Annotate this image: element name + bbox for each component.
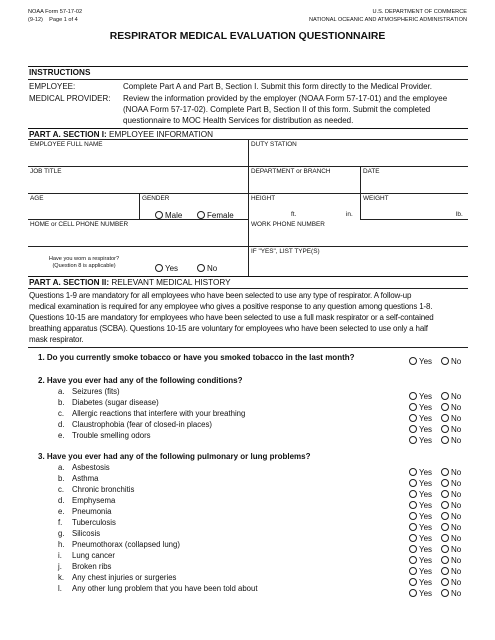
item-text: Chronic bronchitis: [72, 485, 135, 494]
item-letter: d.: [58, 496, 65, 505]
no-label: No: [451, 391, 462, 401]
radio-button[interactable]: [409, 436, 417, 444]
item-letter: d.: [58, 420, 65, 429]
item-text: Allergic reactions that interfere with your breathing: [72, 409, 246, 418]
no-label: No: [451, 555, 462, 565]
work-phone-label: WORK PHONE NUMBER: [251, 221, 325, 228]
intro-line: medical examination is required for any employee who gives a positive response to any question among questions 1-8.: [29, 302, 433, 311]
no-label: No: [451, 402, 462, 412]
item-text: Claustrophobia (fear of closed-in places): [72, 420, 212, 429]
provider-instructions-2: (NOAA Form 57-17-02). Complete Part B, Section II of this form. Submit the completed: [123, 105, 431, 114]
list-item: [0, 583, 495, 598]
item-letter: e.: [58, 507, 65, 516]
item-letter: b.: [58, 474, 65, 483]
list-item: [0, 550, 495, 565]
intro-line: Questions 1-9 are mandatory for all employees who have been selected to use any type of respirator. A follow-up: [29, 291, 412, 300]
item-letter: f.: [58, 518, 63, 527]
item-yes-option[interactable]: [409, 584, 432, 602]
no-label: No: [451, 356, 462, 366]
male-label: Male: [165, 210, 183, 220]
item-text: Seizures (fits): [72, 387, 120, 396]
item-letter: a.: [58, 387, 65, 396]
no-label: No: [451, 533, 462, 543]
no-label: No: [451, 413, 462, 423]
instructions-heading: INSTRUCTIONS: [29, 68, 91, 77]
height-label: HEIGHT: [251, 195, 276, 202]
item-text: Pneumothorax (collapsed lung): [72, 540, 180, 549]
list-item: [0, 397, 495, 412]
yes-label: Yes: [419, 500, 433, 510]
employee-full-name-label: EMPLOYEE FULL NAME: [30, 141, 103, 148]
q1-yes-option[interactable]: [409, 352, 432, 370]
page-number: Page 1 of 4: [49, 17, 78, 23]
agency-name: NATIONAL OCEANIC AND ATMOSPHERIC ADMINISTRATION: [309, 17, 467, 23]
yes-label: Yes: [419, 478, 433, 488]
yes-label: Yes: [419, 566, 433, 576]
yes-label: Yes: [419, 588, 433, 598]
radio-button[interactable]: [441, 436, 449, 444]
item-letter: b.: [58, 398, 65, 407]
list-item: [0, 473, 495, 488]
age-label: AGE: [30, 195, 44, 202]
respirator-type-label: IF "YES", LIST TYPE(S): [251, 248, 320, 255]
section2-heading-rest: RELEVANT MEDICAL HISTORY: [109, 278, 231, 287]
yes-label: Yes: [419, 402, 433, 412]
no-label: No: [451, 588, 462, 598]
q1-no-option[interactable]: [441, 352, 461, 370]
list-item: [0, 517, 495, 532]
section1-heading-rest: EMPLOYEE INFORMATION: [106, 130, 214, 139]
no-label: No: [451, 566, 462, 576]
question-1: 1. Do you currently smoke tobacco or have you smoked tobacco in the last month?: [38, 353, 355, 362]
home-phone-label: HOME or CELL PHONE NUMBER: [30, 221, 129, 228]
radio-button[interactable]: [441, 589, 449, 597]
yes-label: Yes: [419, 555, 433, 565]
section2-heading-bold: PART A. SECTION II:: [29, 278, 110, 287]
yes-label: Yes: [419, 577, 433, 587]
yes-label: Yes: [419, 511, 433, 521]
no-label: No: [451, 522, 462, 532]
item-text: Broken ribs: [72, 562, 112, 571]
item-letter: g.: [58, 529, 65, 538]
list-item: [0, 539, 495, 554]
no-label: No: [451, 577, 462, 587]
item-text: Asbestosis: [72, 463, 110, 472]
radio-button[interactable]: [409, 357, 417, 365]
item-no-option[interactable]: [441, 584, 461, 602]
radio-button[interactable]: [409, 589, 417, 597]
question-3-items: [0, 462, 495, 598]
revision-text: (9-12): [28, 17, 43, 23]
item-letter: k.: [58, 573, 65, 582]
department-label: DEPARTMENT or BRANCH: [251, 168, 331, 175]
item-letter: a.: [58, 463, 65, 472]
provider-instructions-3: questionnaire to MOC Health Services for distribution as needed.: [123, 116, 354, 125]
list-item: [0, 462, 495, 477]
question-2: 2. Have you ever had any of the following conditions?: [38, 376, 243, 385]
height-ft-unit: ft.: [291, 211, 297, 218]
date-label: DATE: [363, 168, 380, 175]
worn-respirator-line2: (Question 8 is applicable): [52, 263, 116, 269]
question-3: 3. Have you ever had any of the following pulmonary or lung problems?: [38, 452, 311, 461]
item-text: Lung cancer: [72, 551, 115, 560]
employee-instructions: Complete Part A and Part B, Section I. Submit this form directly to the Medical Provider.: [123, 82, 433, 91]
yes-label: Yes: [419, 467, 433, 477]
section1-heading-bold: PART A. SECTION I:: [29, 130, 107, 139]
list-item: [0, 528, 495, 543]
list-item: [0, 419, 495, 434]
weight-label: WEIGHT: [363, 195, 389, 202]
item-letter: c.: [58, 485, 65, 494]
yes-label: Yes: [419, 424, 433, 434]
provider-label: MEDICAL PROVIDER:: [29, 94, 111, 103]
no-label: No: [207, 263, 218, 273]
page-title: RESPIRATOR MEDICAL EVALUATION QUESTIONNAIRE: [109, 31, 386, 42]
item-text: Emphysema: [72, 496, 116, 505]
question-2-items: [0, 386, 495, 445]
intro-line: breathing apparatus (SCBA). Questions 10-15 are voluntary for employees who have been selected to use only a half: [29, 324, 428, 333]
list-item: [0, 430, 495, 445]
item-yes-option[interactable]: [409, 431, 432, 449]
no-label: No: [451, 435, 462, 445]
yes-label: Yes: [419, 413, 433, 423]
no-label: No: [451, 500, 462, 510]
list-item: [0, 408, 495, 423]
list-item: [0, 495, 495, 510]
list-item: [0, 561, 495, 576]
no-label: No: [451, 478, 462, 488]
worn-respirator-line1: Have you worn a respirator?: [48, 256, 120, 262]
yes-label: Yes: [419, 522, 433, 532]
item-no-option[interactable]: [441, 431, 461, 449]
item-text: Trouble smelling odors: [72, 431, 151, 440]
item-letter: e.: [58, 431, 65, 440]
item-text: Any chest injuries or surgeries: [72, 573, 177, 582]
item-letter: c.: [58, 409, 65, 418]
no-label: No: [451, 544, 462, 554]
list-item: [0, 386, 495, 401]
female-label: Female: [207, 210, 234, 220]
department-name: U.S. DEPARTMENT OF COMMERCE: [372, 9, 467, 15]
employee-label: EMPLOYEE:: [29, 82, 76, 91]
item-text: Tuberculosis: [72, 518, 116, 527]
job-title-label: JOB TITLE: [30, 168, 62, 175]
no-label: No: [451, 467, 462, 477]
radio-button[interactable]: [441, 357, 449, 365]
list-item: [0, 572, 495, 587]
height-in-unit: in.: [346, 211, 353, 218]
item-letter: i.: [58, 551, 62, 560]
yes-label: Yes: [165, 263, 179, 273]
yes-label: Yes: [419, 435, 433, 445]
yes-label: Yes: [419, 533, 433, 543]
no-label: No: [451, 489, 462, 499]
list-item: [0, 506, 495, 521]
item-text: Silicosis: [72, 529, 101, 538]
item-letter: h.: [58, 540, 65, 549]
no-label: No: [451, 511, 462, 521]
item-text: Pneumonia: [72, 507, 112, 516]
provider-instructions-1: Review the information provided by the employer (NOAA Form 57-17-01) and the employee: [123, 94, 448, 103]
duty-station-label: DUTY STATION: [251, 141, 297, 148]
item-letter: l.: [58, 584, 62, 593]
item-text: Any other lung problem that you have been told about: [72, 584, 258, 593]
list-item: [0, 484, 495, 499]
yes-label: Yes: [419, 356, 433, 366]
yes-label: Yes: [419, 391, 433, 401]
intro-line: mask respirator.: [29, 335, 84, 344]
form-number: NOAA Form 57-17-02: [28, 9, 83, 15]
item-letter: j.: [58, 562, 62, 571]
gender-label: GENDER: [142, 195, 170, 202]
weight-lb-unit: lb.: [456, 211, 463, 218]
intro-line: Questions 10-15 are mandatory for employees who have been selected to use a full mask respirator or a self-contained: [29, 313, 434, 322]
item-text: Diabetes (sugar disease): [72, 398, 159, 407]
yes-label: Yes: [419, 544, 433, 554]
item-text: Asthma: [72, 474, 99, 483]
no-label: No: [451, 424, 462, 434]
yes-label: Yes: [419, 489, 433, 499]
